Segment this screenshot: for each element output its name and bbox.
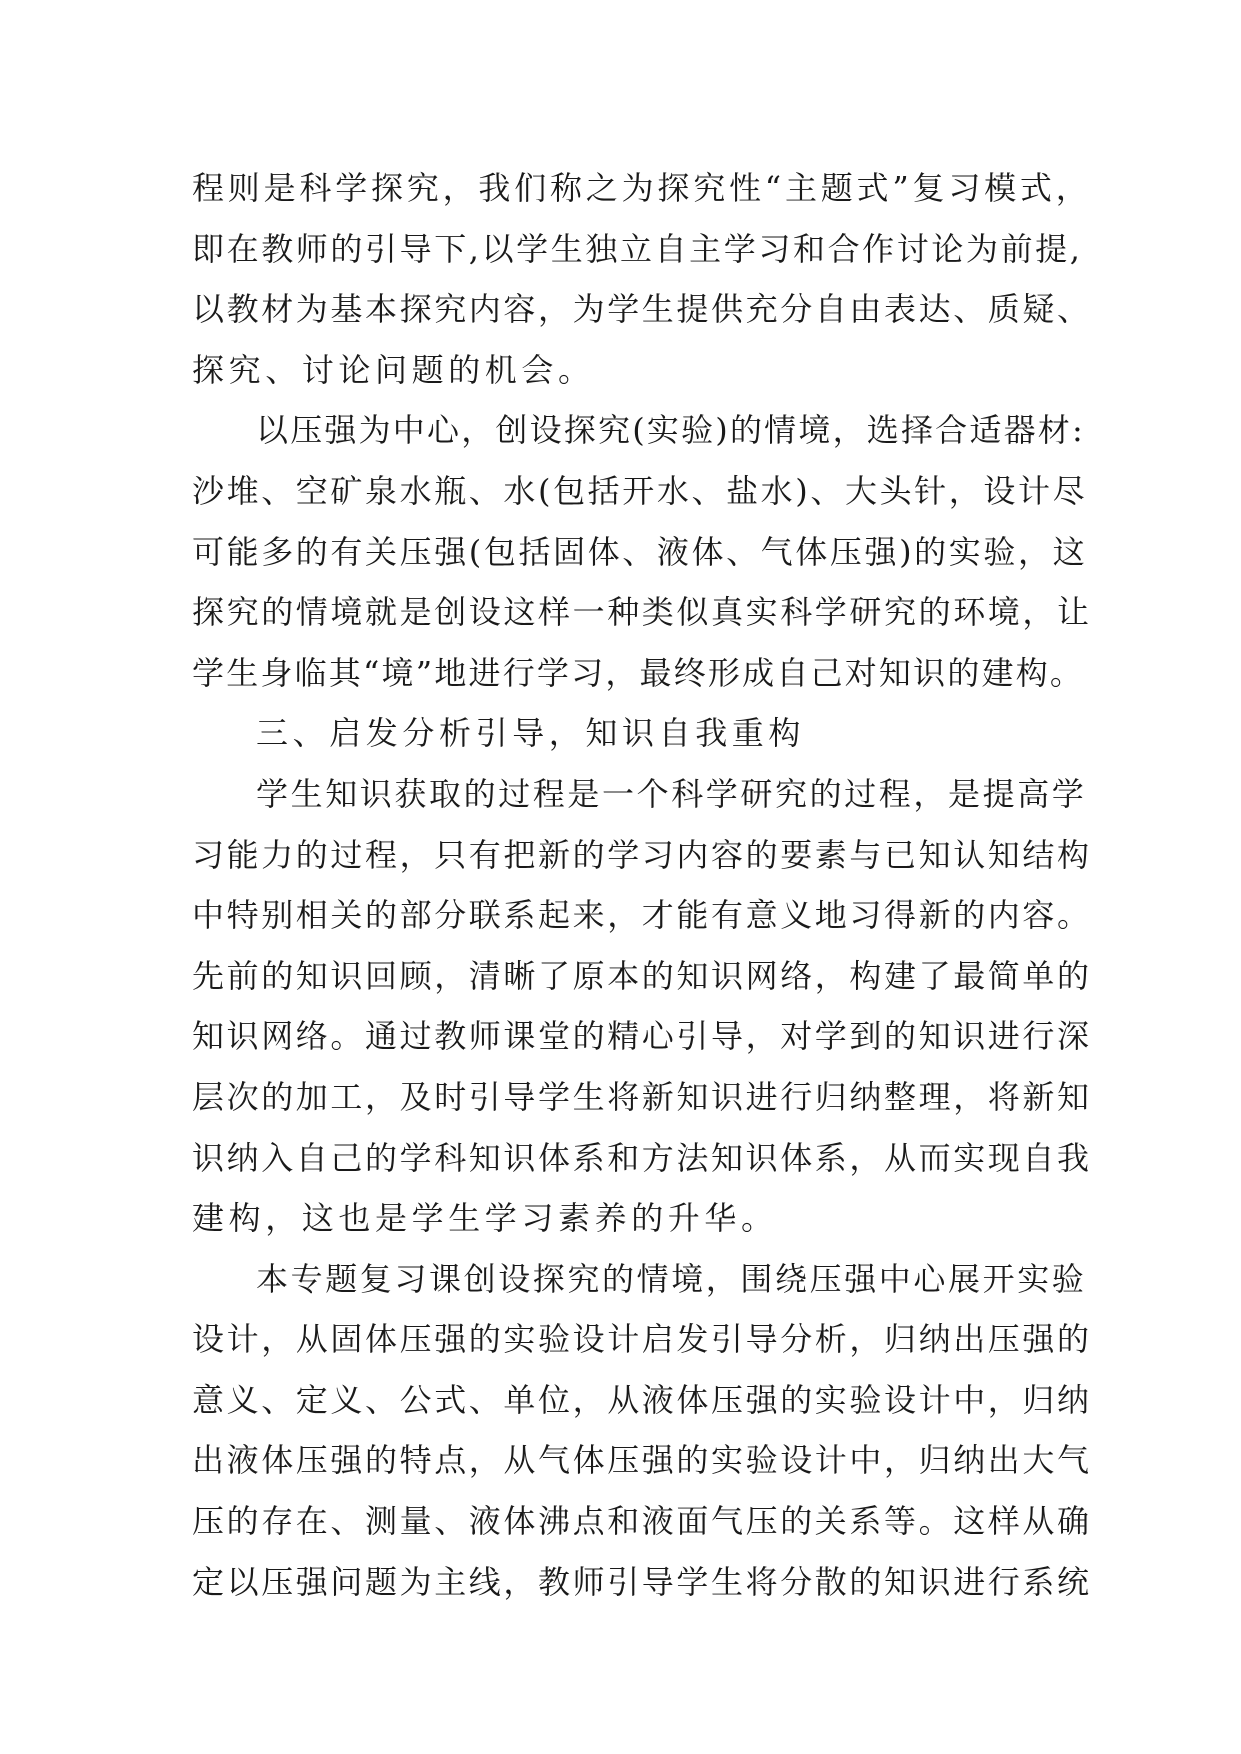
text-line: 探究、讨论问题的机会。 bbox=[192, 350, 595, 389]
text-line: 沙堆、空矿泉水瓶、水(包括开水、盐水)、大头针，设计尽 bbox=[192, 471, 1088, 510]
paragraph-start-line: 本专题复习课创设探究的情境，围绕压强中心展开实验 bbox=[256, 1259, 1087, 1298]
text-line: 中特别相关的部分联系起来，才能有意义地习得新的内容。 bbox=[192, 896, 1092, 935]
text-line: 习能力的过程，只有把新的学习内容的要素与已知认知结构 bbox=[192, 835, 1092, 874]
text-line: 识纳入自己的学科知识体系和方法知识体系，从而实现自我 bbox=[192, 1138, 1092, 1177]
paragraph-start-line: 以压强为中心，创设探究(实验)的情境，选择合适器材: bbox=[256, 411, 1085, 450]
text-line: 探究的情境就是创设这样一种类似真实科学研究的环境，让 bbox=[192, 593, 1092, 632]
text-line: 设计，从固体压强的实验设计启发引导分析，归纳出压强的 bbox=[192, 1320, 1092, 1359]
section-heading: 三、启发分析引导，知识自我重构 bbox=[256, 714, 806, 753]
text-line: 学生身临其“境”地进行学习，最终形成自己对知识的建构。 bbox=[192, 653, 1085, 692]
text-line: 知识网络。通过教师课堂的精心引导，对学到的知识进行深 bbox=[192, 1017, 1092, 1056]
paragraph-start-line: 学生知识获取的过程是一个科学研究的过程，是提高学 bbox=[256, 774, 1087, 813]
text-line: 层次的加工，及时引导学生将新知识进行归纳整理，将新知 bbox=[192, 1077, 1092, 1116]
body-text bbox=[192, 158, 1092, 1612]
text-line: 以教材为基本探究内容，为学生提供充分自由表达、质疑、 bbox=[192, 290, 1092, 329]
text-line: 即在教师的引导下,以学生独立自主学习和合作讨论为前提, bbox=[192, 229, 1083, 268]
text-line: 压的存在、测量、液体沸点和液面气压的关系等。这样从确 bbox=[192, 1502, 1092, 1541]
text-line: 定以压强问题为主线，教师引导学生将分散的知识进行系统 bbox=[192, 1562, 1092, 1601]
text-line: 可能多的有关压强(包括固体、液体、气体压强)的实验，这 bbox=[192, 532, 1088, 571]
text-line: 先前的知识回顾，清晰了原本的知识网络，构建了最简单的 bbox=[192, 956, 1092, 995]
text-line: 意义、定义、公式、单位，从液体压强的实验设计中，归纳 bbox=[192, 1380, 1092, 1419]
text-line: 出液体压强的特点，从气体压强的实验设计中，归纳出大气 bbox=[192, 1441, 1092, 1480]
text-line: 建构，这也是学生学习素养的升华。 bbox=[192, 1199, 778, 1238]
text-line: 程则是科学探究，我们称之为探究性“主题式”复习模式， bbox=[192, 169, 1092, 207]
